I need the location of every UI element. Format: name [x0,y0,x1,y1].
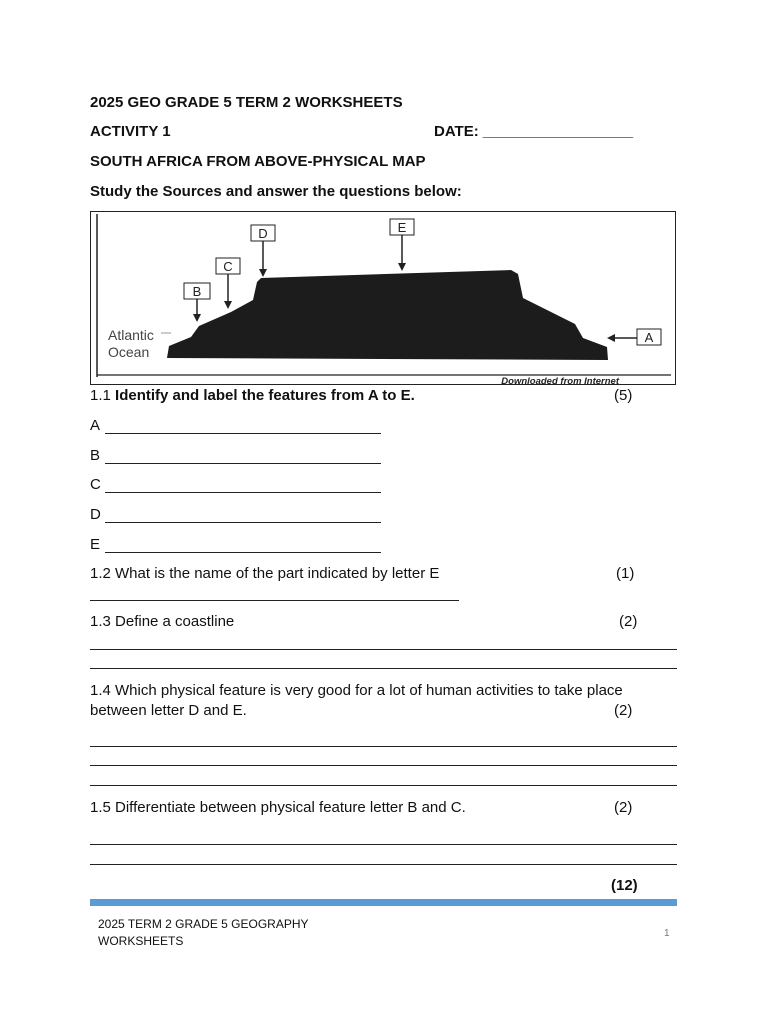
footer-text [98,916,309,950]
question-text: Identify and label the features from A to E. [115,387,415,404]
date-field: DATE: __________________ [434,123,634,140]
answer-line-c[interactable] [105,492,381,493]
question-1-4-line1: 1.4 Which physical feature is very good for a lot of human activities to take place [90,682,623,699]
question-1-3-marks: (2) [619,613,638,630]
footer-line-2: WORKSHEETS [98,934,184,948]
ocean-label-line2: Ocean [108,344,150,360]
question-1-2: 1.2 What is the name of the part indicated by letter E [90,565,440,582]
question-1-4-marks: (2) [614,702,633,719]
answer-line-b[interactable] [105,463,381,464]
answer-line-a[interactable] [105,433,381,434]
question-1-1-marks: (5) [614,387,633,404]
figure-label-e: E [397,220,407,235]
figure-label-b: B [192,284,202,299]
answer-line-1-5a[interactable] [90,844,677,845]
page-title: 2025 GEO GRADE 5 TERM 2 WORKSHEETS [90,94,403,111]
question-1-4-line2: between letter D and E. [90,702,247,719]
question-1-2-marks: (1) [616,565,635,582]
answer-line-1-4c[interactable] [90,785,677,786]
answer-label-a: A [90,417,101,434]
question-1-3: 1.3 Define a coastline [90,613,235,630]
question-1-5-marks: (2) [614,799,633,816]
section-subtitle: SOUTH AFRICA FROM ABOVE-PHYSICAL MAP [90,153,426,170]
question-1-1 [90,387,415,404]
answer-line-1-3b[interactable] [90,668,677,669]
answer-line-1-2[interactable] [90,600,459,601]
arrow-down-icon [398,263,406,271]
answer-label-e: E [90,536,101,553]
source-figure [90,211,676,385]
answer-line-e[interactable] [105,552,381,553]
answer-label-d: D [90,506,101,523]
answer-line-1-4b[interactable] [90,765,677,766]
figure-label-d: D [258,226,268,241]
figure-label-c: C [223,259,233,274]
activity-label: ACTIVITY 1 [90,123,171,140]
arrow-down-icon [193,314,201,322]
footer-line-1: 2025 TERM 2 GRADE 5 GEOGRAPHY [98,917,309,931]
answer-line-1-4a[interactable] [90,746,677,747]
footer-accent-bar [90,899,677,906]
arrow-down-icon [259,269,267,277]
answer-line-1-5b[interactable] [90,864,677,865]
landmass-profile [167,270,608,360]
cross-section-diagram [91,212,675,384]
arrow-left-icon [607,334,615,342]
page-number: 1 [664,928,670,939]
instruction-text: Study the Sources and answer the questions below: [90,183,462,200]
answer-label-c: C [90,476,101,493]
figure-label-a: A [644,330,654,345]
question-number: 1.1 [90,387,116,404]
answer-label-b: B [90,447,101,464]
answer-line-d[interactable] [105,522,381,523]
total-marks: (12) [611,877,638,894]
answer-line-1-3a[interactable] [90,649,677,650]
question-1-5: 1.5 Differentiate between physical feature letter B and C. [90,799,466,816]
arrow-down-icon [224,301,232,309]
ocean-label-line1: Atlantic [108,327,154,343]
figure-credit: Downloaded from Internet [501,376,619,384]
